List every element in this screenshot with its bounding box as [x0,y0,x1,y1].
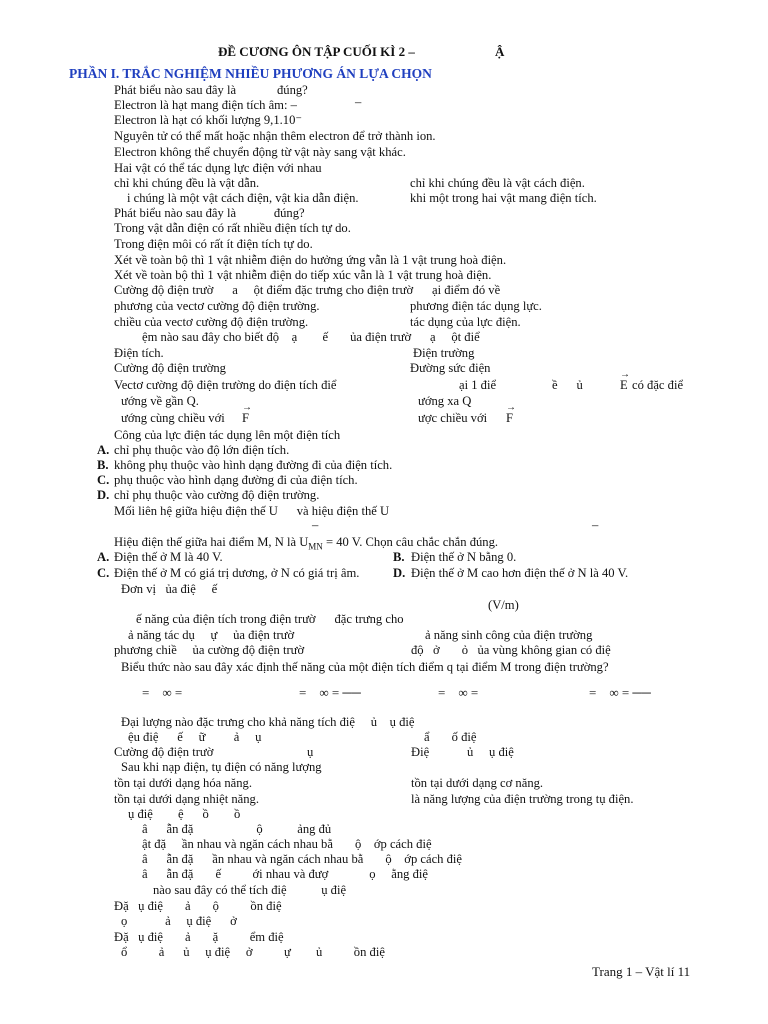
option-letter: B. [393,550,405,564]
formula-option: = ∞ = ── [589,685,651,700]
question-line: Sau khi nạp điện, tụ điện có năng lượng [121,760,322,774]
question-line: Hai vật có thể tác dụng lực điện với nhau [114,161,322,175]
option-letter: D. [97,488,110,502]
option-line: Trong điện môi có rất ít điện tích tự do. [114,237,313,251]
question-line: Biểu thức nào sau đây xác định thế năng của một điện tích điểm q tại điểm M trong điện trường? [121,660,609,674]
question-fragment: ại 1 điể [459,378,497,392]
option-line: Nguyên tử có thể mất hoặc nhận thêm electron để trở thành ion. [114,129,436,143]
formula-option: = ∞ = ── [299,685,361,700]
question-line: nào sau đây có thể tích điệ ụ điệ [153,883,347,897]
vector-e-symbol: → E [620,378,628,392]
option-line: â ẫn đặ ộ ảng đủ [142,822,332,836]
option-letter: C. [97,566,110,580]
option-line: độ ở ỏ ủa vùng không gian có điệ [411,643,611,657]
option-letter: A. [97,550,110,564]
option-line: ật đặ ần nhau và ngăn cách nhau bằ ộ ớp cách điệ [142,837,432,851]
question-line: ệm nào sau đây cho biết độ ạ ế ủa điện trườ ạ ột điể [142,330,480,344]
option-line: tồn tại dưới dạng nhiệt năng. [114,792,259,806]
option-line: ược chiều với [418,411,488,425]
question-fragment: có đặc điể [632,378,684,392]
option-line: Xét về toàn bộ thì 1 vật nhiễm điện do tiếp xúc vẫn là 1 vật trung hoà điện. [114,268,492,282]
option-letter: C. [97,473,110,487]
option-line: ướng xa Q [418,394,472,408]
option-line: Điệ ủ ụ điệ [411,745,514,759]
option-line: Đường sức điện [410,361,491,375]
question-line: Cường độ điện trườ a ột điểm đặc trưng cho điện trườ ại điểm đó về [114,283,501,297]
question-line: Phát biểu nào sau đây là đúng? [114,83,308,97]
option-letter: B. [97,458,109,472]
option-line: Electron là hạt có khối lượng 9,1.10⁻ [114,113,303,127]
option-line: tác dụng của lực điện. [410,315,521,329]
option-line: Cường độ điện trườ [114,745,214,759]
unit-label: (V/m) [488,598,519,612]
option-line: Xét về toàn bộ thì 1 vật nhiễm điện do hưởng ứng vẫn là 1 vật trung hoà điện. [114,253,507,267]
option-line: ụ [307,745,314,759]
option-line: Cường độ điện trường [114,361,226,375]
option-line: – [355,95,362,109]
question-line: Công của lực điện tác dụng lên một điện tích [114,428,341,442]
option-line: Đặ ụ điệ ả ặ ểm điệ [114,930,284,944]
option-line: Trong vật dẫn điện có rất nhiều điện tích tự do. [114,221,351,235]
option-line: phương chiề ủa cường độ điện trườ [114,643,305,657]
option-line: phương của vectơ cường độ điện trường. [114,299,320,313]
option-line: Điện tích. [114,346,164,360]
section-heading: PHẦN I. TRẮC NGHIỆM NHIỀU PHƯƠNG ÁN LỰA CHỌN [69,66,432,81]
doc-title-tail: Ậ [495,44,505,59]
question-line: Vectơ cường độ điện trường do điện tích điể [114,378,337,392]
page-footer: Trang 1 – Vật lí 11 [592,964,691,979]
option-line: Điện thế ở M là 40 V. [114,550,223,564]
option-line: ổ ả ủ ụ điệ ở ự ủ ồn điệ [121,945,385,959]
option-line: tồn tại dưới dạng cơ năng. [411,776,544,790]
option-letter: A. [97,443,110,457]
question-line: ế năng của điện tích trong điện trườ đặc trưng cho [136,612,404,626]
option-line: chỉ khi chúng đều là vật dẫn. [114,176,260,190]
option-line: Electron là hạt mang điện tích âm: – [114,98,297,112]
option-line: â ẫn đặ ế ới nhau và đượ ọ ằng điệ [142,867,428,881]
formula-option: = ∞ = [142,685,183,700]
option-line: khi một trong hai vật mang điện tích. [410,191,597,205]
question-fragment: ề ủ [552,378,583,392]
option-line: Điện thế ở M cao hơn điện thế ở N là 40 V. [411,566,629,580]
option-line: Điện thế ở N bằng 0. [411,550,517,564]
question-line: Hiệu điện thế giữa hai điểm M, N là $U_{MN} = 40$ V. Chọn câu chắc chắn đúng. [114,535,499,552]
option-line: chỉ phụ thuộc vào cường độ điện trường. [114,488,320,502]
option-line: ả năng tác dụ ự ủa điện trườ [128,628,295,642]
option-line: ệu điệ ế ữ ả ụ [128,730,262,744]
option-line: ẩ ố điệ [424,730,477,744]
option-line: â ẫn đặ ần nhau và ngăn cách nhau bằ ộ ớp cách điệ [142,852,462,866]
formula-fragment: – [312,518,319,532]
question-line: Đại lượng nào đặc trưng cho khả năng tích điệ ủ ụ điệ [121,715,415,729]
option-line: phương điện tác dụng lực. [410,299,542,313]
vector-f-symbol: → F [242,411,249,425]
option-line: không phụ thuộc vào hình dạng đường đi của điện tích. [114,458,393,472]
option-line: ọ ả ụ điệ ở [121,914,237,928]
option-line: ướng về gần Q. [121,394,199,408]
question-line: ụ điệ ệ ồ ồ [128,807,241,821]
option-line: là năng lượng của điện trường trong tụ điện. [411,792,634,806]
option-line: Electron không thể chuyển động từ vật này sang vật khác. [114,145,406,159]
option-letter: D. [393,566,406,580]
option-line: tồn tại dưới dạng hóa năng. [114,776,252,790]
option-line: Điện trường [413,346,475,360]
vector-f-symbol: → F [506,411,513,425]
question-line: Đơn vị ủa điệ ế [121,582,218,596]
option-line: ả năng sinh công của điện trường [425,628,593,642]
doc-title: ĐỀ CƯƠNG ÔN TẬP CUỐI KÌ 2 – [218,44,415,59]
question-line: Mối liên hệ giữa hiệu điện thế U và hiệu điện thế U [114,504,390,518]
option-line: Đặ ụ điệ ả ộ ồn điệ [114,899,282,913]
option-line: ướng cùng chiều với [121,411,225,425]
option-line: chỉ phụ thuộc vào độ lớn điện tích. [114,443,290,457]
option-line: phụ thuộc vào hình dạng đường đi của điện tích. [114,473,358,487]
option-line: i chúng là một vật cách điện, vật kia dẫn điện. [127,191,359,205]
option-line: chỉ khi chúng đều là vật cách điện. [410,176,585,190]
formula-option: = ∞ = [438,685,479,700]
option-line: Điện thế ở M có giá trị dương, ở N có giá trị âm. [114,566,360,580]
formula-fragment: – [592,518,599,532]
question-line: Phát biểu nào sau đây là đúng? [114,206,305,220]
option-line: chiều của vectơ cường độ điện trường. [114,315,309,329]
